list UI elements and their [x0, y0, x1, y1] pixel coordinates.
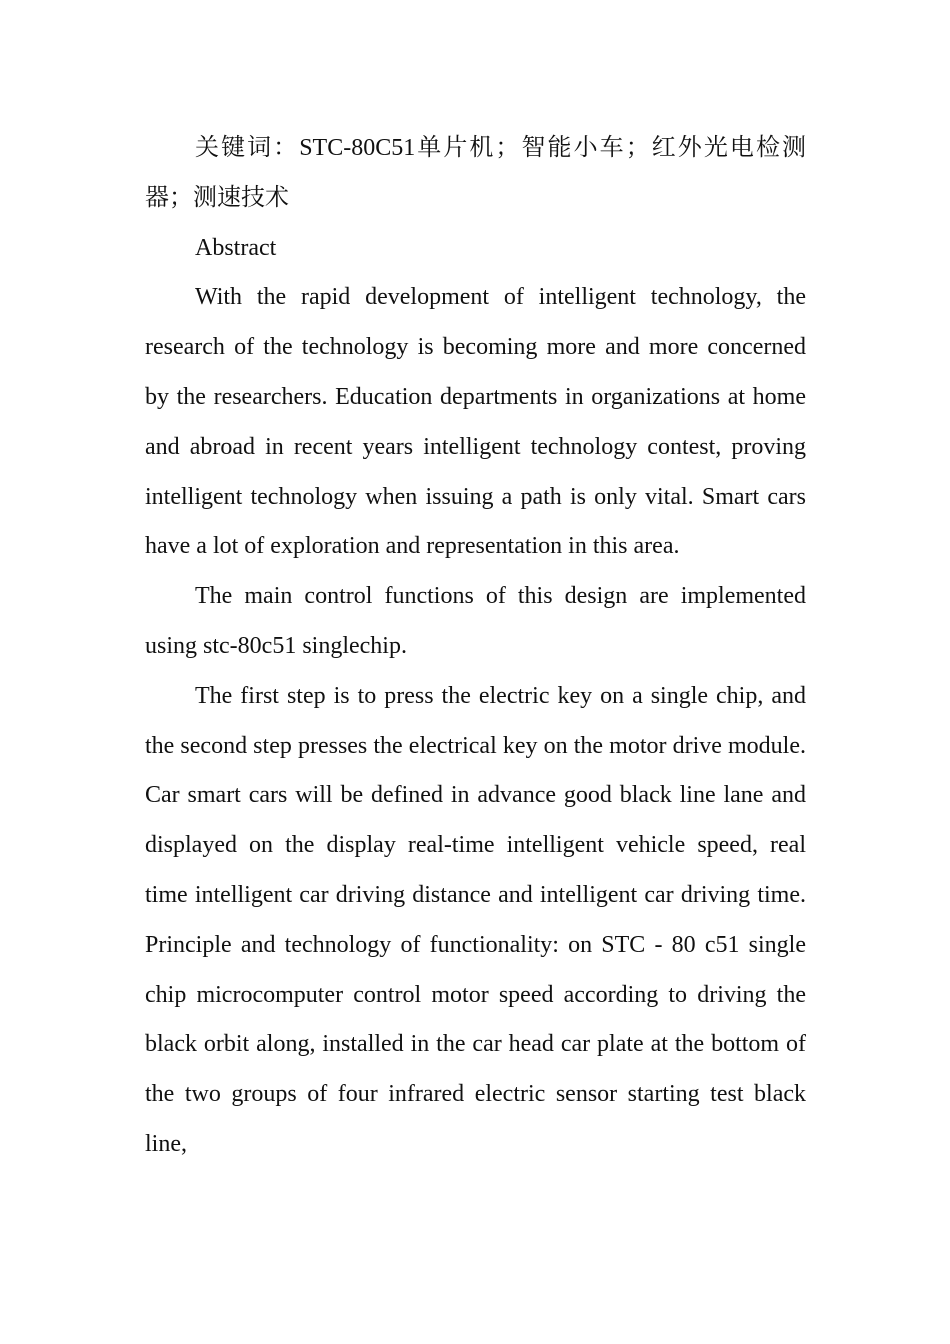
document-body — [145, 124, 806, 1170]
abstract-paragraph-3: The first step is to press the electric key on a single chip, and the second step presses the electrical key on the motor drive module. Car smart cars will be defined in advance good black line lane and displayed on the display real-time intelligent vehicle speed, real time intelligent car driving distance and intelligent car driving time. Principle and technology of functionality: on STC - 80 c51 single chip microcomputer control motor speed according to driving the black orbit along, installed in the car head car plate at the bottom of the two groups of four infrared electric sensor starting test black line, — [145, 682, 806, 1157]
keywords-paragraph: 关键词：STC-80C51单片机；智能小车；红外光电检测器；测速技术 — [145, 135, 806, 211]
abstract-paragraph-2: The main control functions of this design are implemented using stc-80c51 singlechip. — [145, 583, 806, 659]
abstract-paragraph-1: With the rapid development of intelligent technology, the research of the technology is becoming more and more concerned by the researchers. Education departments in organizations at home and abroad in recent years intelligent technology contest, proving intelligent technology when issuing a path is only vital. Smart cars have a lot of exploration and representation in this area. — [145, 284, 806, 560]
abstract-heading: Abstract — [195, 234, 277, 261]
